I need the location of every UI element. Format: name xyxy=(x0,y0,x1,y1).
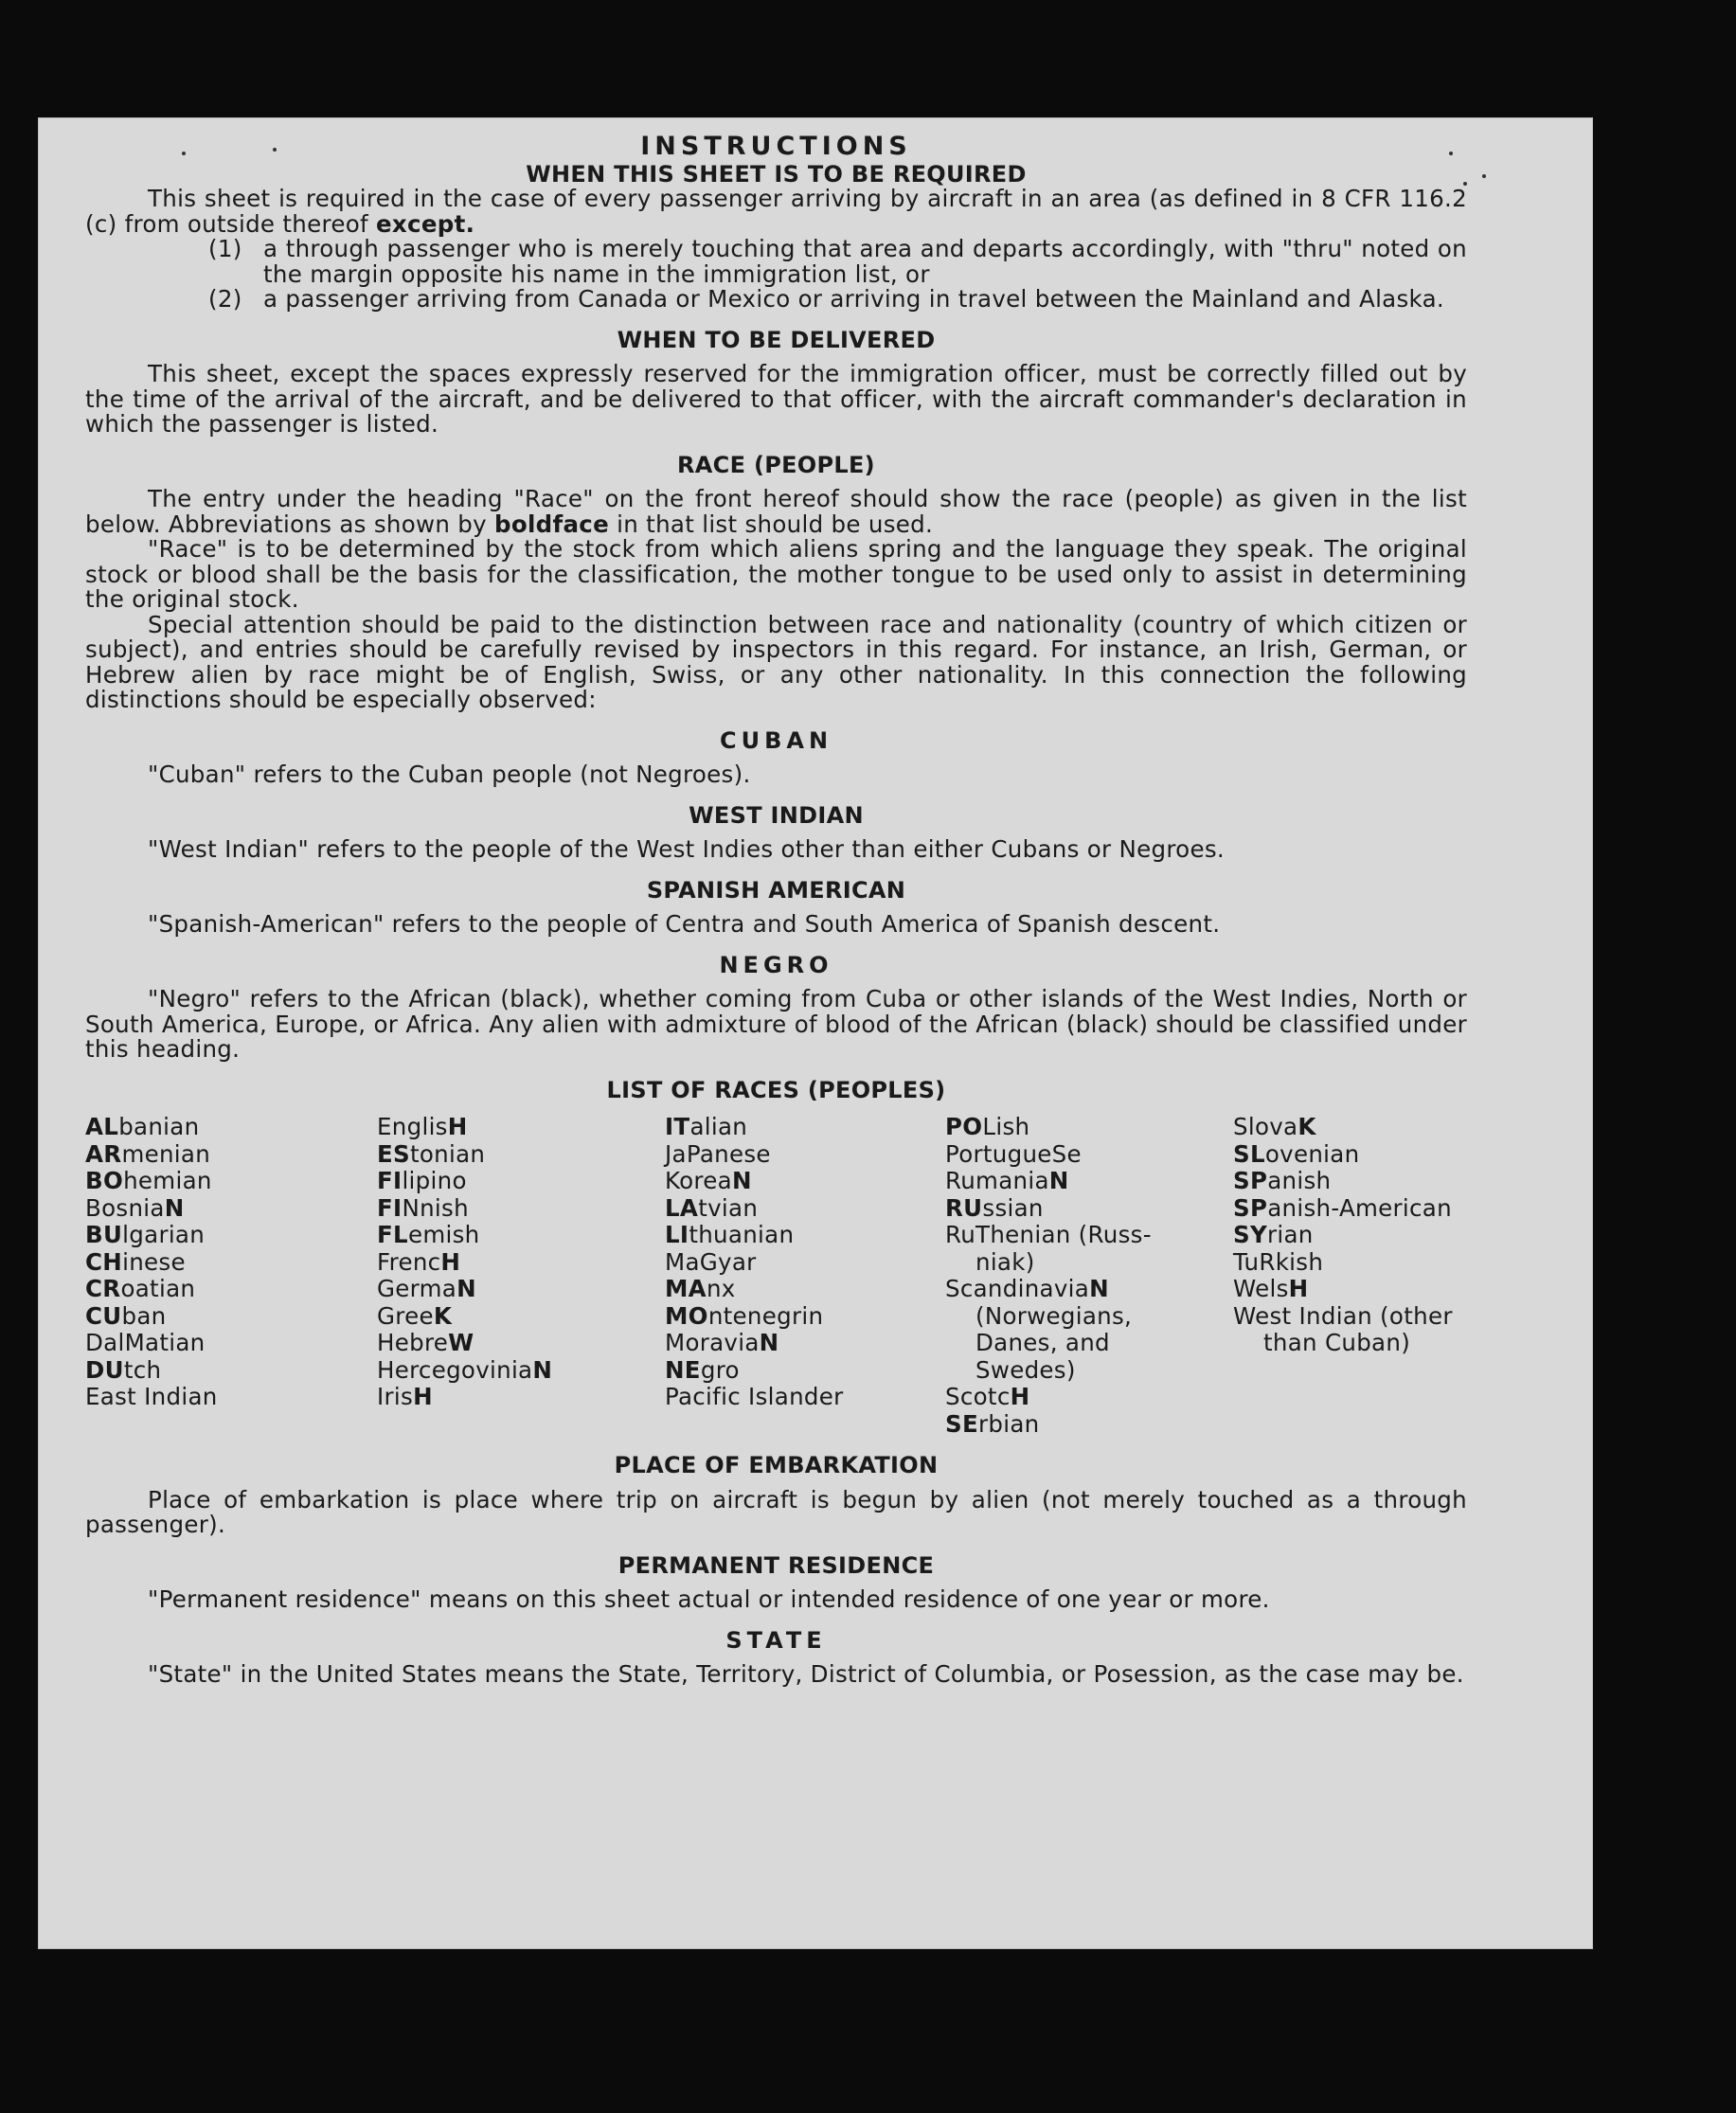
residence-paragraph: "Permanent residence" means on this sheet actual or intended residence of one year or more. xyxy=(148,1585,1270,1613)
race-paragraph: "Race" is to be determined by the stock from which aliens spring and the language they speak. The original stock or blood shall be the basis for the classification, the mother tongue to be used only to assist in determining the original stock. xyxy=(85,535,1467,613)
race-entry: than Cuban) xyxy=(1263,1329,1411,1356)
negro-paragraph: "Negro" refers to the African (black), whether coming from Cuba or other islands of the West Indies, North or South America, Europe, or Africa. Any alien with admixture of blood of the African (black) should be classified under this heading. xyxy=(85,985,1467,1063)
race-entry: SPanish-American xyxy=(1233,1193,1452,1222)
race-entry: MoraviaN xyxy=(665,1329,779,1356)
race-entry: EStonian xyxy=(377,1139,486,1168)
race-entry: PortugueSe xyxy=(945,1139,1082,1168)
section-heading-embarkation: PLACE OF EMBARKATION xyxy=(614,1452,939,1478)
race-entry: Pacific Islander xyxy=(665,1383,844,1410)
embarkation-paragraph: Place of embarkation is place where trip on aircraft is begun by alien (not merely touched as a through passenger). xyxy=(85,1485,1467,1538)
race-entry: POLish xyxy=(945,1113,1030,1140)
race-entry: ScotcH xyxy=(945,1383,1030,1410)
race-entry: niak) xyxy=(975,1247,1035,1276)
race-entry: (Norwegians, xyxy=(975,1301,1133,1330)
race-entry: CRoatian xyxy=(85,1275,196,1302)
race-entry: SErbian xyxy=(945,1409,1040,1438)
section-heading-negro: NEGRO xyxy=(719,951,833,978)
section-heading-cuban: CUBAN xyxy=(719,726,833,754)
race-entry: SYrian xyxy=(1233,1221,1314,1248)
races-column xyxy=(945,1114,1233,1438)
page-title: INSTRUCTIONS xyxy=(640,132,912,161)
race-entry: BOhemian xyxy=(85,1167,212,1194)
race-entry: FLemish xyxy=(377,1221,480,1248)
spanish-american-paragraph: "Spanish-American" refers to the people of Centra and South America of Spanish descent. xyxy=(148,910,1221,938)
races-column xyxy=(377,1114,665,1438)
exception-item: (2) a passenger arriving from Canada or Mexico or arriving in travel between the Mainland and Alaska. xyxy=(208,285,1445,313)
race-entry: DalMatian xyxy=(85,1329,206,1356)
race-entry: CUban xyxy=(85,1301,167,1330)
race-entry: CHinese xyxy=(85,1247,186,1276)
section-heading-race: RACE (PEOPLE) xyxy=(677,451,875,478)
section-heading-delivered: WHEN TO BE DELIVERED xyxy=(617,326,936,353)
race-entry: FrencH xyxy=(377,1247,461,1276)
section-heading-state: STATE xyxy=(725,1626,827,1654)
race-entry: DUtch xyxy=(85,1355,162,1384)
race-entry: West Indian (other xyxy=(1233,1301,1453,1330)
race-entry: RumaniaN xyxy=(945,1167,1069,1194)
race-entry: GermaN xyxy=(377,1275,476,1302)
race-entry: TuRkish xyxy=(1233,1247,1324,1276)
speck xyxy=(1482,174,1486,178)
race-entry: BUlgarian xyxy=(85,1221,206,1248)
race-entry: SLovenian xyxy=(1233,1139,1360,1168)
race-entry: Swedes) xyxy=(975,1355,1076,1384)
cuban-paragraph: "Cuban" refers to the Cuban people (not Negroes). xyxy=(148,761,751,788)
race-paragraph: Special attention should be paid to the distinction between race and nationality (country of which citizen or subject), and entries should be carefully revised by inspectors in this regard. For instance, an Irish, German, or Hebrew alien by race might be of English, Swiss, or any other nationality. In this connection the following distinctions should be especially observed: xyxy=(85,610,1467,713)
race-entry: ScandinaviaN xyxy=(945,1275,1109,1302)
race-entry: LAtvian xyxy=(665,1193,759,1222)
section-heading-west-indian: WEST INDIAN xyxy=(689,801,864,829)
race-entry: LIthuanian xyxy=(665,1221,795,1248)
race-entry: East Indian xyxy=(85,1383,218,1410)
west-indian-paragraph: "West Indian" refers to the people of the West Indies other than either Cubans or Negroes. xyxy=(148,835,1225,863)
races-column xyxy=(85,1114,377,1438)
section-heading-list-of-races: LIST OF RACES (PEOPLES) xyxy=(606,1076,946,1103)
race-entry: MOntenegrin xyxy=(665,1301,824,1330)
race-entry: MAnx xyxy=(665,1275,736,1302)
races-column xyxy=(1233,1114,1467,1438)
race-entry: ARmenian xyxy=(85,1139,211,1168)
race-entry: KoreaN xyxy=(665,1167,752,1194)
state-paragraph: "State" in the United States means the State, Territory, District of Columbia, or Posession, as the case may be. xyxy=(148,1660,1464,1688)
race-entry: HebreW xyxy=(377,1329,474,1356)
race-paragraph: The entry under the heading "Race" on the front hereof should show the race (people) as given in the list below. Abbreviations as shown by boldface in that list should be used. xyxy=(85,485,1467,538)
races-list xyxy=(85,1114,1467,1438)
section-heading-spanish-american: SPANISH AMERICAN xyxy=(646,876,906,904)
race-entry: Danes, and xyxy=(975,1329,1110,1356)
intro-paragraph: This sheet is required in the case of every passenger arriving by aircraft in an area (as defined in 8 CFR 116.2 (c) from outside thereof except. xyxy=(85,185,1467,238)
exception-item: (1) a through passenger who is merely touching that area and departs accordingly, with "thru" noted on the margin opposite his name in the immigration list, or xyxy=(208,235,1467,288)
race-entry: ALbanian xyxy=(85,1113,200,1140)
race-entry: WelsH xyxy=(1233,1275,1309,1302)
instructions-content xyxy=(85,134,1467,1688)
section-heading-residence: PERMANENT RESIDENCE xyxy=(617,1551,935,1579)
race-entry: JaPanese xyxy=(665,1139,771,1168)
race-entry: SPanish xyxy=(1233,1167,1332,1194)
race-entry: SlovaK xyxy=(1233,1113,1316,1140)
race-entry: HercegoviniaN xyxy=(377,1355,553,1384)
race-entry: FIlipino xyxy=(377,1167,467,1194)
races-column xyxy=(665,1114,945,1438)
race-entry: RUssian xyxy=(945,1193,1044,1222)
race-entry: MaGyar xyxy=(665,1247,757,1276)
race-entry: IrisH xyxy=(377,1383,433,1410)
race-entry: GreeK xyxy=(377,1301,453,1330)
race-entry: RuThenian (Russ- xyxy=(945,1221,1152,1248)
race-entry: BosniaN xyxy=(85,1193,185,1222)
section-heading-required: WHEN THIS SHEET IS TO BE REQUIRED xyxy=(526,160,1027,188)
race-entry: ITalian xyxy=(665,1113,748,1140)
race-entry: FINnish xyxy=(377,1193,469,1222)
race-entry: EnglisH xyxy=(377,1113,468,1140)
delivered-paragraph: This sheet, except the spaces expressly reserved for the immigration officer, must be correctly filled out by the time of the arrival of the aircraft, and be delivered to that officer, with the aircraft commander's declaration in which the passenger is listed. xyxy=(85,360,1467,438)
race-entry: NEgro xyxy=(665,1355,740,1384)
